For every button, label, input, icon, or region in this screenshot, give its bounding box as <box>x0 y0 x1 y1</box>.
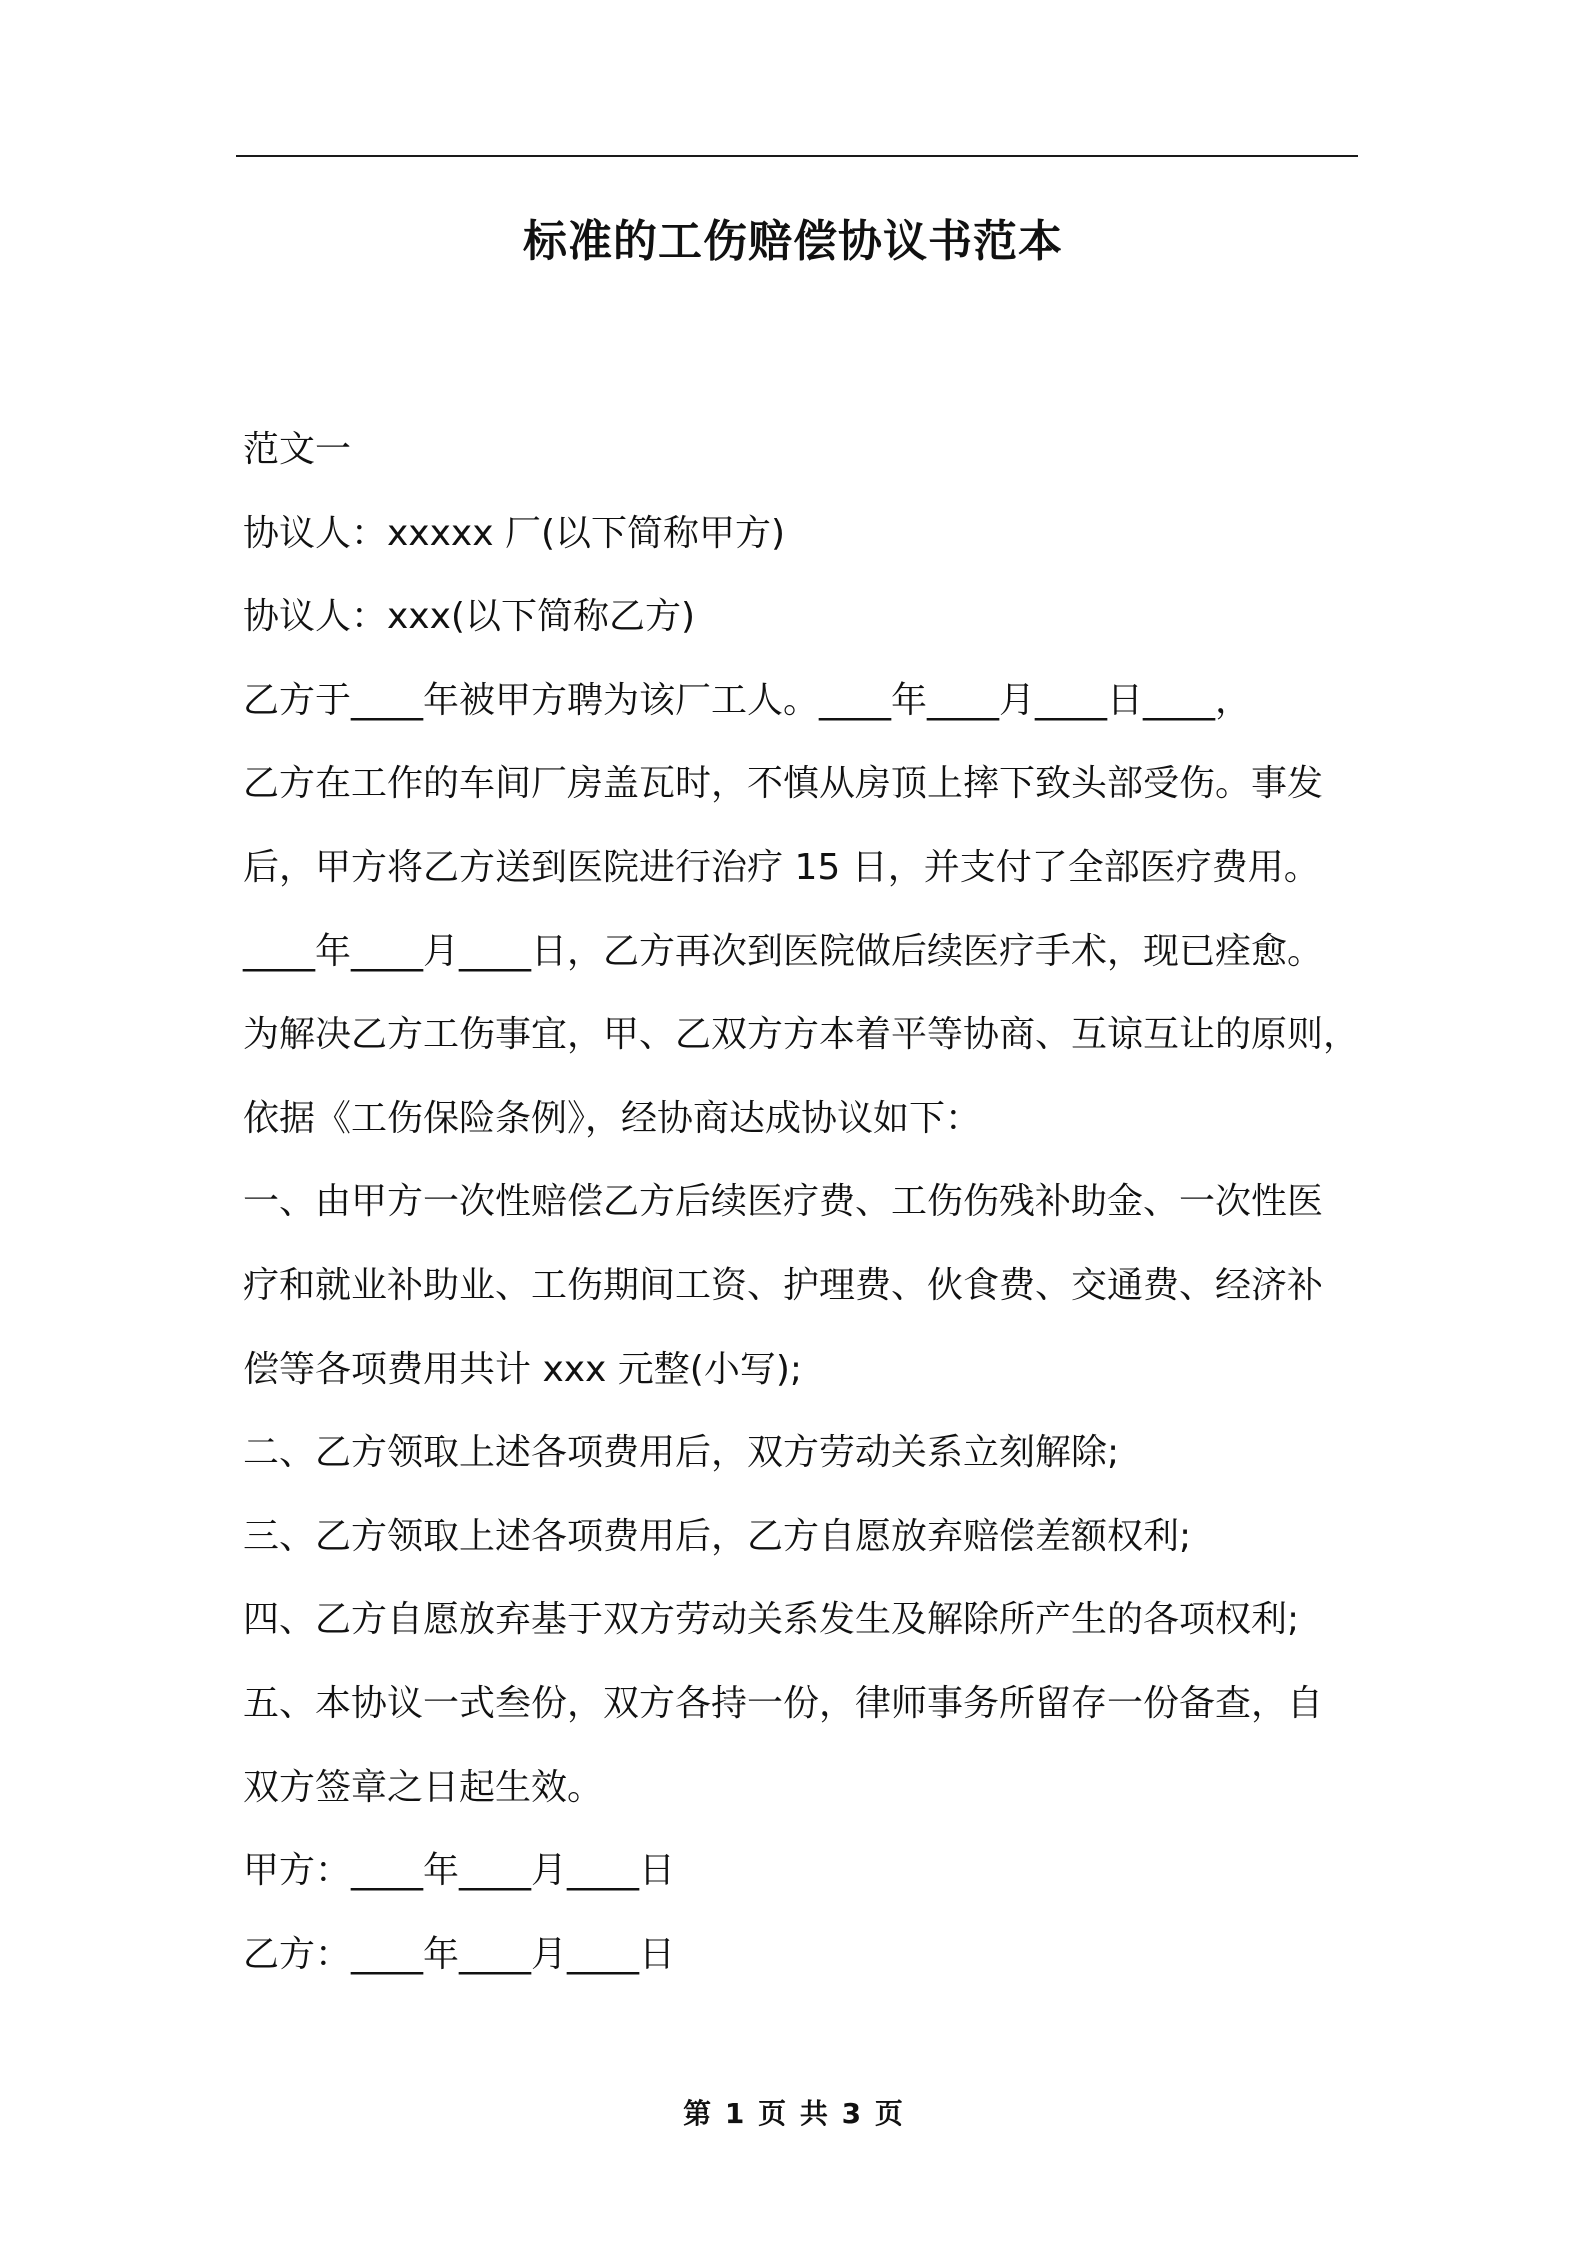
clause-2-line: 二、乙方领取上述各项费用后，双方劳动关系立刻解除; <box>243 1432 1120 1474</box>
clause-5-line: 双方签章之日起生效。 <box>243 1766 604 1808</box>
document-body <box>243 408 1360 1996</box>
clause-5-line: 五、本协议一式叁份，双方各持一份，律师事务所留存一份备查，自 <box>243 1682 1324 1724</box>
party-b-line: 协议人：xxx(以下简称乙方) <box>243 596 696 638</box>
body-line: 后，甲方将乙方送到医院进行治疗 15 日，并支付了全部医疗费用。 <box>243 846 1320 888</box>
section-label: 范文一 <box>243 429 352 470</box>
document-title: 标准的工伤赔偿协议书范本 <box>523 216 1063 267</box>
clause-4-line: 四、乙方自愿放弃基于双方劳动关系发生及解除所产生的各项权利; <box>243 1599 1300 1641</box>
clause-1-line: 一、由甲方一次性赔偿乙方后续医疗费、工伤伤残补助金、一次性医 <box>243 1181 1324 1223</box>
signature-party-b: 乙方：____年____月____日 <box>243 1933 676 1975</box>
header-rule <box>236 155 1358 157</box>
signature-party-a: 甲方：____年____月____日 <box>243 1850 676 1892</box>
party-a-line: 协议人：xxxxx 厂(以下简称甲方) <box>243 512 786 554</box>
body-line: 依据《工伤保险条例》，经协商达成协议如下： <box>243 1097 982 1139</box>
body-line: ____年____月____日，乙方再次到医院做后续医疗手术，现已痊愈。 <box>243 930 1324 972</box>
page-number-footer: 第 1 页 共 3 页 <box>683 2097 903 2130</box>
clause-1-line: 偿等各项费用共计 xxx 元整(小写); <box>243 1348 803 1390</box>
clause-3-line: 三、乙方领取上述各项费用后，乙方自愿放弃赔偿差额权利; <box>243 1515 1192 1557</box>
body-line: 为解决乙方工伤事宜，甲、乙双方方本着平等协商、互谅互让的原则， <box>243 1014 1360 1056</box>
clause-1-line: 疗和就业补助业、工伤期间工资、护理费、伙食费、交通费、经济补 <box>243 1264 1324 1306</box>
body-line: 乙方在工作的车间厂房盖瓦时，不慎从房顶上摔下致头部受伤。事发 <box>243 763 1324 805</box>
body-line: 乙方于____年被甲方聘为该厂工人。____年____月____日____， <box>243 679 1252 721</box>
